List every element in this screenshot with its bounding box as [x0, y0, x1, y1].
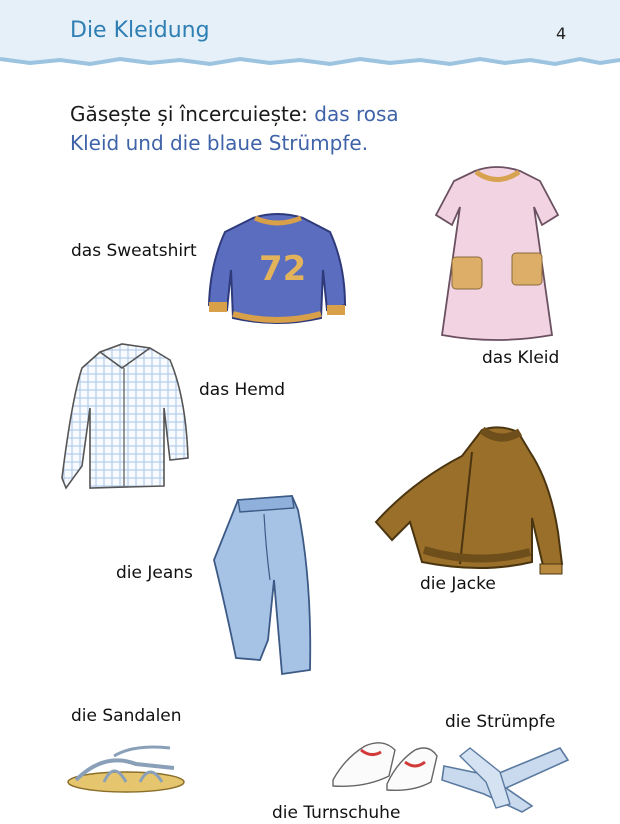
sweatshirt-print: 72	[259, 249, 307, 289]
sweatshirt-illustration	[205, 210, 350, 335]
label-kleid: das Kleid	[482, 348, 560, 368]
label-struempfe: die Strümpfe	[445, 712, 556, 732]
jacket-illustration	[372, 422, 572, 580]
socks-illustration	[440, 742, 572, 814]
shirt-illustration	[60, 338, 200, 496]
label-sweatshirt: das Sweatshirt	[71, 241, 197, 261]
instruction	[70, 100, 450, 158]
sneakers-illustration	[325, 728, 440, 798]
sandals-illustration	[64, 738, 189, 796]
page-number: 4	[556, 24, 567, 43]
page-title: Die Kleidung	[70, 18, 210, 43]
instruction-highlight: das rosa Kleid und die blaue Strümpfe.	[70, 102, 399, 155]
label-jacke: die Jacke	[420, 574, 496, 594]
label-turnschuhe: die Turnschuhe	[272, 803, 401, 823]
label-hemd: das Hemd	[199, 380, 286, 400]
jeans-illustration	[200, 490, 320, 685]
instruction-text: Găsește și încercuiește:	[70, 102, 315, 126]
label-sandalen: die Sandalen	[71, 706, 182, 726]
page-header	[0, 0, 620, 72]
label-jeans: die Jeans	[116, 563, 193, 583]
dress-illustration	[430, 165, 565, 345]
